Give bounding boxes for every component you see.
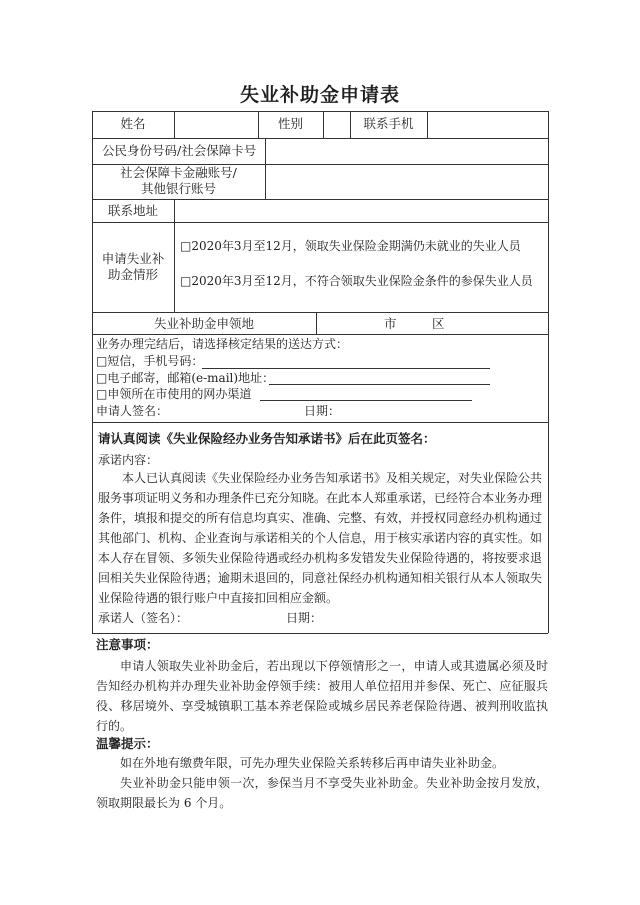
name-label: 姓名 <box>120 116 146 131</box>
commitment-heading: 请认真阅读《失业保险经办业务告知承诺书》后在此页签名： <box>98 431 436 446</box>
tips-line1: 如在外地有缴费年限，可先办理失业保险关系转移后再申请失业补助金。 <box>120 756 505 770</box>
bank-label-line2: 其他银行账号 <box>140 181 216 196</box>
address-field[interactable] <box>175 200 547 221</box>
commitment-date-label: 日期： <box>286 611 323 625</box>
form-title: 失业补助金申请表 <box>239 84 400 106</box>
commitment-signer-label: 承诺人（签名）： <box>98 611 189 625</box>
tips-heading: 温馨提示： <box>96 736 159 751</box>
commitment-content-label: 承诺内容： <box>98 453 159 467</box>
name-field[interactable] <box>175 112 257 137</box>
notes-body: 申请人领取失业补助金后，若出现以下停领情形之一，申请人或其遗属必须及时告知经办机构并办理失业补助金停领手续：被用人单位招用并参保、死亡、应征服兵役、移居境外、享受城镇职工基本养老保险或城乡居民养老保险待遇、被判刑收监执行的。 <box>96 659 548 733</box>
address-label: 联系地址 <box>107 203 158 218</box>
delivery-option-online[interactable]: □申领所在市使用的网办渠道 <box>96 387 252 401</box>
situation-option-expired-benefit[interactable]: □2020年3月至12月，领取失业保险金期满仍未就业的失业人员 <box>180 239 521 253</box>
applicant-signature-label: 申请人签名： <box>96 404 169 418</box>
commitment-body: 本人已认真阅读《失业保险经办业务告知承诺书》及相关规定，对失业保险公共服务事项证明义务和办理条件已充分知晓。在此本人郑重承诺，已经符合本业务办理条件，填报和提交的所有信息均真实、准确、完整、有效，并授权同意经办机构通过其他部门、机构、企业查询与承诺相关的个人信息，用于核实承诺内容的真实性。如本人存在冒领、多领失业保险待遇或经办机构多发错发失业保险待遇的，将按要求退回相关失业保险待遇；逾期未退回的，同意社保经办机构通知相关银行从本人领取失业保险待遇的银行账户中直接扣回相应金额。 <box>98 471 543 605</box>
situation-label-line1: 申请失业补 <box>101 251 165 266</box>
district-label: 区 <box>432 316 445 331</box>
claim-place-label: 失业补助金申领地 <box>153 316 254 331</box>
gender-label: 性别 <box>277 116 303 131</box>
delivery-option-email[interactable]: □电子邮寄，邮箱(e-mail)地址： <box>96 371 275 385</box>
bank-account-field[interactable] <box>266 165 547 198</box>
situation-option-not-eligible[interactable]: □2020年3月至12月，不符合领取失业保险金条件的参保失业人员 <box>180 274 533 288</box>
applicant-date-label: 日期： <box>304 404 341 418</box>
delivery-intro: 业务办理完结后，请选择核定结果的送达方式： <box>96 337 349 351</box>
id-field[interactable] <box>266 139 547 163</box>
city-label: 市 <box>384 316 397 331</box>
phone-label: 联系手机 <box>363 116 414 131</box>
id-label: 公民身份号码/社会保障卡号 <box>102 143 257 158</box>
notes-heading: 注意事项： <box>96 637 159 652</box>
tips-line2: 失业补助金只能申领一次，参保当月不享受失业补助金。失业补助金按月发放，领取期限最长为 6 个月。 <box>96 776 548 810</box>
situation-label-line2: 助金情形 <box>107 267 158 282</box>
delivery-option-sms[interactable]: □短信，手机号码： <box>96 354 204 368</box>
gender-field[interactable] <box>324 112 349 137</box>
phone-field[interactable] <box>428 112 547 137</box>
bank-label-line1: 社会保障卡金融账号/ <box>120 165 237 180</box>
